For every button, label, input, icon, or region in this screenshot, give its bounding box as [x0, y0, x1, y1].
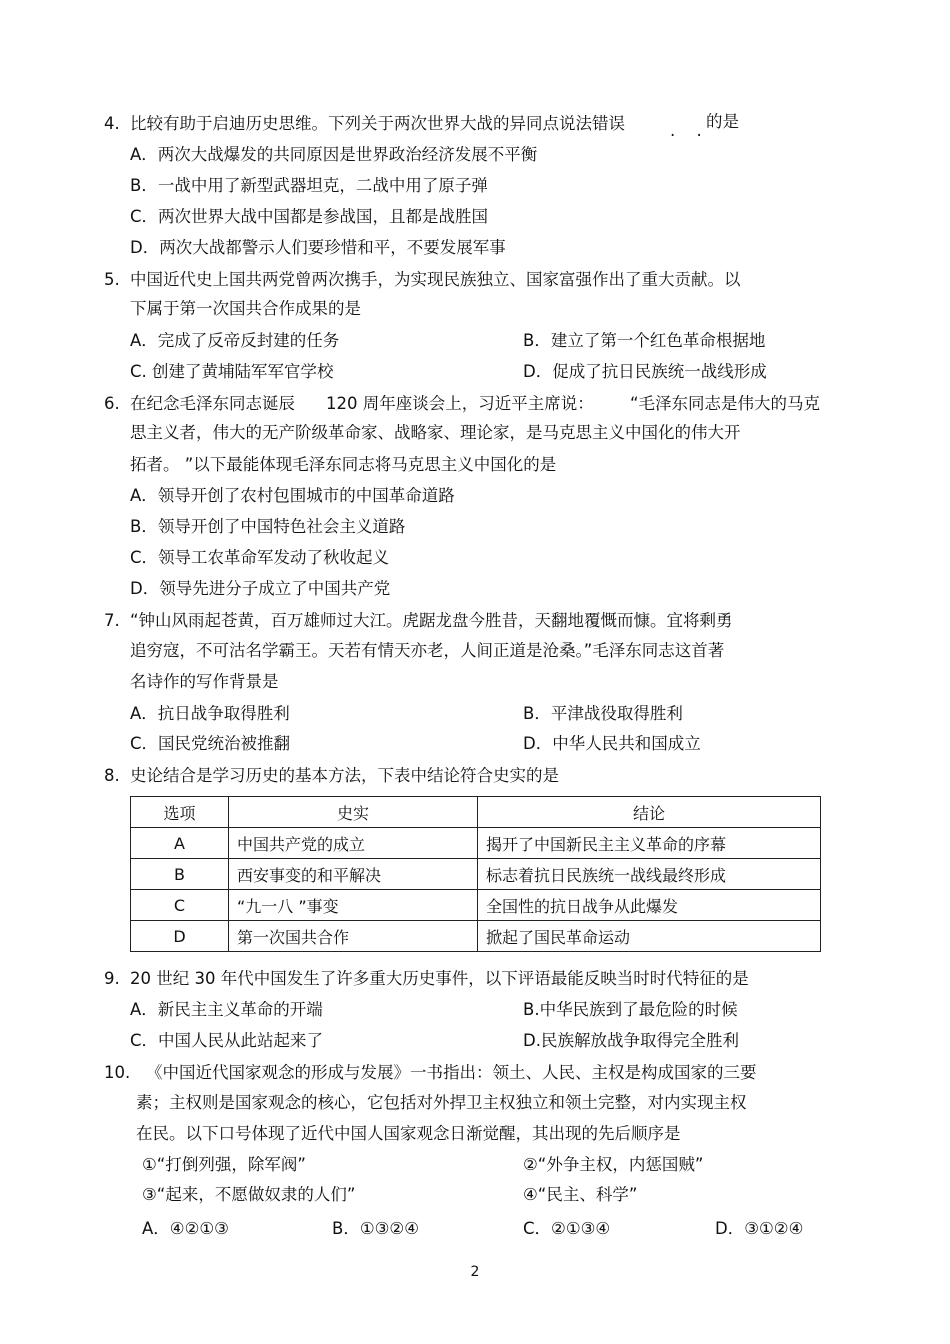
q5-stem-line1: 中国近代史上国共两党曾两次携手，为实现民族独立、国家富强作出了重大贡献。以: [130, 270, 741, 289]
q5-stem-line2: 下属于第一次国共合作成果的是: [130, 299, 361, 318]
q8-table: [130, 796, 821, 952]
q6-stem-line1b: 120 周年座谈会上，习近平主席说：: [326, 394, 594, 413]
q10-stem-line3: 在民。以下口号体现了近代中国人国家观念日渐觉醒，其出现的先后顺序是: [136, 1124, 681, 1143]
q5-option-a: A．完成了反帝反封建的任务: [130, 331, 340, 350]
q8-stem: 史论结合是学习历史的基本方法，下表中结论符合史实的是: [130, 766, 559, 785]
table-row: [131, 890, 821, 921]
q4-emphasis-marks: . .: [670, 121, 710, 140]
q10-option-d: D．③①②④: [715, 1219, 804, 1238]
q4-option-c: C．两次世界大战中国都是参战国，且都是战胜国: [130, 207, 489, 226]
q5-option-c: C. 创建了黄埔陆军军官学校: [130, 362, 334, 381]
q5-option-d: D．促成了抗日民族统一战线形成: [523, 362, 767, 381]
q10-option-b: B．①③②④: [332, 1219, 419, 1238]
q9-stem: 20 世纪 30 年代中国发生了许多重大历史事件，以下评语最能反映当时时代特征的是: [130, 969, 749, 988]
table-cell-option: D: [131, 921, 229, 952]
q9-number: 9.: [104, 969, 120, 988]
table-cell-option: A: [131, 828, 229, 859]
q5-number: 5.: [104, 270, 120, 289]
table-cell-option: B: [131, 859, 229, 890]
table-cell-conclusion: 揭开了中国新民主主义革命的序幕: [478, 828, 821, 859]
q6-stem-line2: 思主义者，伟大的无产阶级革命家、战略家、理论家，是马克思主义中国化的伟大开: [130, 423, 741, 442]
q7-stem-line2: 追穷寇，不可沽名学霸王。天若有情天亦老，人间正道是沧桑。”毛泽东同志这首著: [130, 641, 725, 660]
table-cell-option: C: [131, 890, 229, 921]
q4-number: 4.: [104, 114, 120, 133]
page-number: 2: [470, 1264, 480, 1280]
q4-stem-end: 的是: [706, 112, 739, 131]
q7-option-b: B．平津战役取得胜利: [523, 704, 683, 723]
q10-number: 10.: [104, 1063, 131, 1082]
q4-option-b: B．一战中用了新型武器坦克，二战中用了原子弹: [130, 176, 488, 195]
q10-stem-line2: 素；主权则是国家观念的核心，它包括对外捍卫主权独立和领土完整，对内实现主权: [136, 1093, 747, 1112]
q6-option-d: D．领导先进分子成立了中国共产党: [130, 579, 391, 598]
table-cell-fact: “九一八 ”事变: [229, 890, 478, 921]
table-row: [131, 828, 821, 859]
q10-item-4: ④“民主、科学”: [523, 1185, 638, 1204]
q4-option-d: D．两次大战都警示人们要珍惜和平，不要发展军事: [130, 238, 506, 257]
table-header: 结论: [478, 797, 821, 828]
table-row: [131, 859, 821, 890]
table-header-row: [131, 797, 821, 828]
q6-stem-line1c: “毛泽东同志是伟大的马克: [630, 394, 821, 413]
q6-number: 6.: [104, 394, 120, 413]
table-cell-conclusion: 全国性的抗日战争从此爆发: [478, 890, 821, 921]
q4-stem: 比较有助于启迪历史思维。下列关于两次世界大战的异同点说法错误: [130, 114, 625, 133]
table-cell-fact: 西安事变的和平解决: [229, 859, 478, 890]
table-header: 选项: [131, 797, 229, 828]
q9-option-a: A．新民主主义革命的开端: [130, 1000, 323, 1019]
q10-item-3: ③“起来，不愿做奴隶的人们”: [142, 1185, 356, 1204]
q7-number: 7.: [104, 611, 120, 630]
q10-item-1: ①“打倒列强，除军阀”: [142, 1155, 306, 1174]
q5-option-b: B．建立了第一个红色革命根据地: [523, 331, 766, 350]
q10-option-c: C．②①③④: [523, 1219, 611, 1238]
q9-option-d: D.民族解放战争取得完全胜利: [523, 1031, 739, 1050]
table-cell-conclusion: 掀起了国民革命运动: [478, 921, 821, 952]
q8-number: 8.: [104, 766, 120, 785]
q6-option-c: C．领导工农革命军发动了秋收起义: [130, 548, 390, 567]
q6-stem-line1a: 在纪念毛泽东同志诞辰: [130, 394, 295, 413]
q7-stem-line3: 名诗作的写作背景是: [130, 672, 279, 691]
table-cell-conclusion: 标志着抗日民族统一战线最终形成: [478, 859, 821, 890]
q4-option-a: A．两次大战爆发的共同原因是世界政治经济发展不平衡: [130, 145, 538, 164]
table-cell-fact: 第一次国共合作: [229, 921, 478, 952]
q7-stem-line1: “钟山风雨起苍黄，百万雄师过大江。虎踞龙盘今胜昔，天翻地覆慨而慷。宜将剩勇: [130, 611, 733, 630]
table-cell-fact: 中国共产党的成立: [229, 828, 478, 859]
table-header: 史实: [229, 797, 478, 828]
q10-item-2: ②“外争主权，内惩国贼”: [523, 1155, 704, 1174]
q9-option-c: C．中国人民从此站起来了: [130, 1031, 324, 1050]
q10-option-a: A．④②①③: [142, 1219, 229, 1238]
table-row: [131, 921, 821, 952]
q6-stem-line3: 拓者。 ”以下最能体现毛泽东同志将马克思主义中国化的是: [130, 455, 557, 474]
q7-option-a: A．抗日战争取得胜利: [130, 704, 290, 723]
q7-option-c: C．国民党统治被推翻: [130, 734, 291, 753]
q6-option-b: B．领导开创了中国特色社会主义道路: [130, 517, 406, 536]
q9-option-b: B.中华民族到了最危险的时候: [523, 1000, 738, 1019]
q10-stem-line1: 《中国近代国家观念的形成与发展》一书指出：领土、人民、主权是构成国家的三要: [146, 1063, 757, 1082]
q7-option-d: D．中华人民共和国成立: [523, 734, 701, 753]
q6-option-a: A．领导开创了农村包围城市的中国革命道路: [130, 486, 455, 505]
